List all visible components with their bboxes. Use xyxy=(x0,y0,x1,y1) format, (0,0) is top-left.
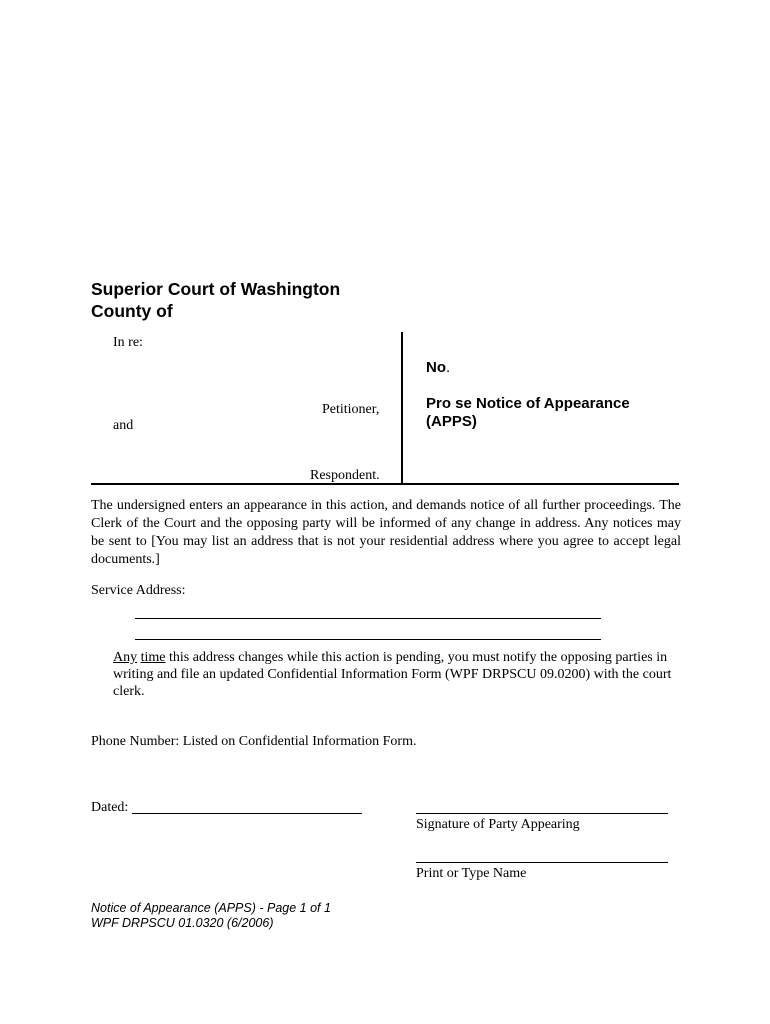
court-title: Superior Court of Washington xyxy=(91,279,341,299)
address-change-notice xyxy=(113,649,681,700)
county-label: County of xyxy=(91,301,173,321)
case-number-label: No xyxy=(426,359,446,376)
respondent-label: Respondent. xyxy=(310,468,380,483)
print-name-label: Print or Type Name xyxy=(416,866,527,881)
in-re-label: In re: xyxy=(113,335,143,350)
notice-time: time xyxy=(140,650,166,665)
notice-any: Any xyxy=(113,650,138,665)
appearance-paragraph: The undersigned enters an appearance in this action, and demands notice of all further proceedings. The Clerk of the Court and the opposing party will be informed of any change in address. Any notices may be sent to [You may list an address that is not your residential address where you agree to accept legal documents.] xyxy=(91,498,681,567)
and-label: and xyxy=(113,418,134,433)
signature-label: Signature of Party Appearing xyxy=(416,817,580,832)
footer-line-2: WPF DRPSCU 01.0320 (6/2006) xyxy=(91,916,274,930)
notice-rest: this address changes while this action is pending, you must notify the opposing parties in writing and file an updated Confidential Information Form (WPF DRPSCU 09.0200) with the court clerk. xyxy=(113,650,672,699)
form-title xyxy=(426,395,630,431)
dated-label: Dated: xyxy=(91,800,129,815)
footer-line-1: Notice of Appearance (APPS) - Page 1 of 1 xyxy=(91,901,331,915)
form-title-line1: Pro se Notice of Appearance xyxy=(426,395,630,412)
service-address-label: Service Address: xyxy=(91,583,186,598)
service-address-line-2[interactable] xyxy=(135,639,601,640)
case-number xyxy=(426,359,450,376)
page-footer xyxy=(91,901,331,931)
caption-horizontal-divider xyxy=(91,483,679,485)
case-number-suffix: . xyxy=(446,359,451,376)
form-title-line2: (APPS) xyxy=(426,413,477,430)
phone-number-text: Phone Number: Listed on Confidential Information Form. xyxy=(91,734,417,749)
petitioner-label: Petitioner, xyxy=(322,402,380,417)
signature-field-line[interactable] xyxy=(416,813,668,814)
caption-vertical-divider xyxy=(401,332,403,485)
service-address-line-1[interactable] xyxy=(135,618,601,619)
dated-field-line[interactable] xyxy=(132,813,362,814)
print-name-field-line[interactable] xyxy=(416,862,668,863)
